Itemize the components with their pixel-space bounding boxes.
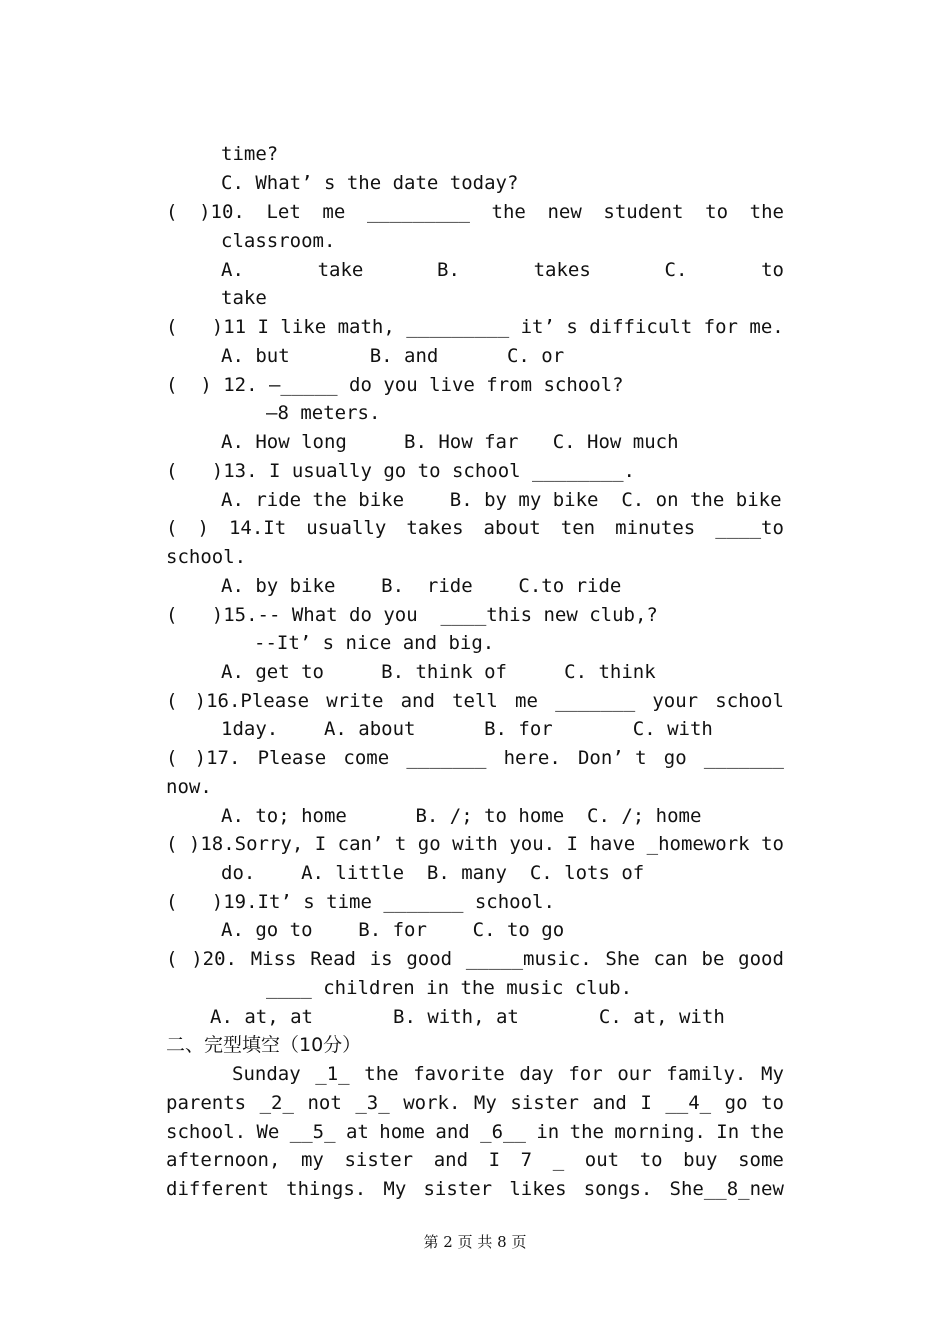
q13-stem: ( )13. I usually go to school ________. — [166, 460, 635, 482]
word: me — [515, 690, 538, 712]
q15-answer: --It’ s nice and big. — [254, 632, 495, 654]
word: _homework — [646, 833, 750, 855]
word: my — [300, 1149, 324, 1171]
word: Miss — [250, 948, 297, 970]
word: home — [379, 1121, 426, 1143]
word: in — [536, 1121, 560, 1143]
word: new — [547, 201, 582, 223]
word: tell — [452, 690, 498, 712]
word: afternoon, — [166, 1149, 281, 1171]
q17-stem — [166, 744, 784, 772]
word: family. — [666, 1063, 747, 1085]
word: A. — [221, 259, 244, 281]
word: the — [491, 201, 526, 223]
word: be — [701, 948, 725, 970]
q18-stem — [166, 830, 784, 858]
word: _1_ — [315, 1063, 350, 1085]
q12-stem: ( ) 12. —_____ do you live from school? — [166, 374, 624, 396]
word: )20. — [191, 948, 237, 970]
word: different — [166, 1178, 269, 1200]
word: can’ t — [337, 833, 407, 855]
q17-options: A. to; home B. /; to home C. /; home — [221, 805, 702, 827]
q19-options: A. go to B. for C. to go — [221, 919, 565, 941]
word: good — [738, 948, 784, 970]
word: I — [314, 833, 327, 855]
word: Read — [310, 948, 356, 970]
word: for — [568, 1063, 603, 1085]
word: Don’ t — [577, 747, 647, 769]
word: some — [738, 1149, 784, 1171]
word: In — [716, 1121, 740, 1143]
word: ____to — [715, 517, 784, 539]
word: work. — [403, 1092, 461, 1114]
word: come — [343, 747, 390, 769]
word: B. — [437, 259, 460, 281]
word: likes — [509, 1178, 567, 1200]
word: school. — [166, 1121, 247, 1143]
word: takes — [533, 259, 591, 281]
word: and — [433, 1149, 469, 1171]
word: minutes — [615, 517, 696, 539]
word: )18.Sorry, — [188, 833, 304, 855]
word: )16.Please — [194, 690, 310, 712]
word: and — [592, 1092, 627, 1114]
word: you. — [509, 833, 556, 855]
word: _3_ — [355, 1092, 390, 1114]
word: Sunday — [232, 1063, 301, 1085]
word: things. — [286, 1178, 367, 1200]
word: have — [589, 833, 636, 855]
word: and — [400, 690, 435, 712]
word: _2_ — [259, 1092, 294, 1114]
word: the — [749, 1121, 784, 1143]
word: buy — [683, 1149, 718, 1171]
word: C. — [664, 259, 688, 281]
q11-stem: ( )11 I like math, _________ it’ s difficult for me. — [166, 316, 784, 338]
word: to — [705, 201, 729, 223]
word: 14.It — [228, 517, 287, 539]
word: take — [317, 259, 364, 281]
word: write — [326, 690, 384, 712]
word: sister — [510, 1092, 579, 1114]
word: good — [406, 948, 453, 970]
word: _______ — [555, 690, 636, 712]
word: our — [617, 1063, 652, 1085]
word: __5_ — [289, 1121, 336, 1143]
q10-stem — [166, 198, 784, 226]
word: My — [761, 1063, 784, 1085]
word: I — [488, 1149, 501, 1171]
page-footer: 第 2 页 共 8 页 — [423, 1233, 527, 1251]
q9-line-time: time? — [221, 143, 279, 165]
q15-stem: ( )15.-- What do you ____this new club,? — [166, 604, 658, 626]
cloze-line-1 — [232, 1060, 784, 1088]
word: ( — [166, 833, 178, 855]
word: morning. — [614, 1121, 706, 1143]
word: here. — [503, 747, 561, 769]
q20-stem — [166, 945, 784, 973]
word: _______ — [406, 747, 487, 769]
word: school — [715, 690, 784, 712]
q14-stem — [166, 514, 784, 542]
word: the — [364, 1063, 399, 1085]
word: sister — [344, 1149, 414, 1171]
word: She__8_new — [669, 1178, 784, 1200]
cloze-line-5 — [166, 1175, 784, 1203]
word: )10. — [199, 201, 245, 223]
word: to — [761, 1092, 784, 1114]
q10-options — [221, 256, 784, 284]
word: ( — [166, 201, 178, 223]
word: _6__ — [480, 1121, 526, 1143]
q14-line2: school. — [166, 546, 247, 568]
word: _____music. — [465, 948, 592, 970]
word: the — [749, 201, 784, 223]
word: sister — [423, 1178, 493, 1200]
word: not — [307, 1092, 342, 1114]
word: I — [640, 1092, 652, 1114]
word: We — [256, 1121, 280, 1143]
q13-options: A. ride the bike B. by my bike C. on the bike — [221, 489, 782, 511]
q12-answer: —8 meters. — [266, 402, 381, 424]
word: student — [603, 201, 684, 223]
word: and — [435, 1121, 470, 1143]
word: ( — [166, 517, 178, 539]
word: with — [452, 833, 498, 855]
section-heading: 二、完型填空（10分） — [166, 1034, 362, 1056]
word: your — [652, 690, 699, 712]
word: to — [761, 259, 784, 281]
word: _______ — [703, 747, 784, 769]
word: me — [322, 201, 346, 223]
word: __4_ — [665, 1092, 712, 1114]
q19-stem: ( )19.It’ s time _______ school. — [166, 891, 555, 913]
cloze-line-3 — [166, 1118, 784, 1146]
q11-options: A. but B. and C. or — [221, 345, 565, 367]
word: 7 — [520, 1149, 533, 1171]
word: to — [639, 1149, 663, 1171]
word: Please — [257, 747, 327, 769]
q10-line2: classroom. — [221, 230, 336, 252]
word: My — [383, 1178, 407, 1200]
word: out — [584, 1149, 620, 1171]
word: ( — [166, 690, 178, 712]
word: )17. — [194, 747, 241, 769]
word: to — [761, 833, 784, 855]
word: My — [473, 1092, 497, 1114]
q14-options: A. by bike B. ride C.to ride — [221, 575, 622, 597]
q10-line4: take — [221, 287, 267, 309]
word: ten — [560, 517, 596, 539]
word: go — [724, 1092, 748, 1114]
q9-option-c: C. What’ s the date today? — [221, 172, 519, 194]
q12-options: A. How long B. How far C. How much — [221, 431, 679, 453]
q17-line2: now. — [166, 776, 212, 798]
word: Let — [266, 201, 301, 223]
word: at — [345, 1121, 369, 1143]
word: usually — [306, 517, 387, 539]
word: I — [566, 833, 578, 855]
word: about — [483, 517, 541, 539]
word: takes — [406, 517, 464, 539]
word: songs. — [583, 1178, 653, 1200]
word: day — [519, 1063, 554, 1085]
word: She — [605, 948, 640, 970]
cloze-line-2 — [166, 1089, 784, 1117]
word: is — [369, 948, 393, 970]
q16-stem — [166, 687, 784, 715]
q20-options: A. at, at B. with, at C. at, with — [210, 1006, 725, 1028]
word: go — [417, 833, 441, 855]
word: _________ — [366, 201, 470, 223]
q16-line2: 1day. A. about B. for C. with — [221, 718, 713, 740]
q20-line2: ____ children in the music club. — [266, 977, 633, 999]
cloze-line-4 — [166, 1146, 784, 1174]
word: go — [663, 747, 687, 769]
word: the — [569, 1121, 604, 1143]
q18-line2: do. A. little B. many C. lots of — [221, 862, 645, 884]
word: ) — [197, 517, 209, 539]
word: can — [653, 948, 688, 970]
word: _ — [552, 1149, 565, 1171]
word: favorite — [413, 1063, 505, 1085]
word: parents — [166, 1092, 247, 1114]
word: ( — [166, 747, 178, 769]
q15-options: A. get to B. think of C. think — [221, 661, 656, 683]
word: ( — [166, 948, 178, 970]
